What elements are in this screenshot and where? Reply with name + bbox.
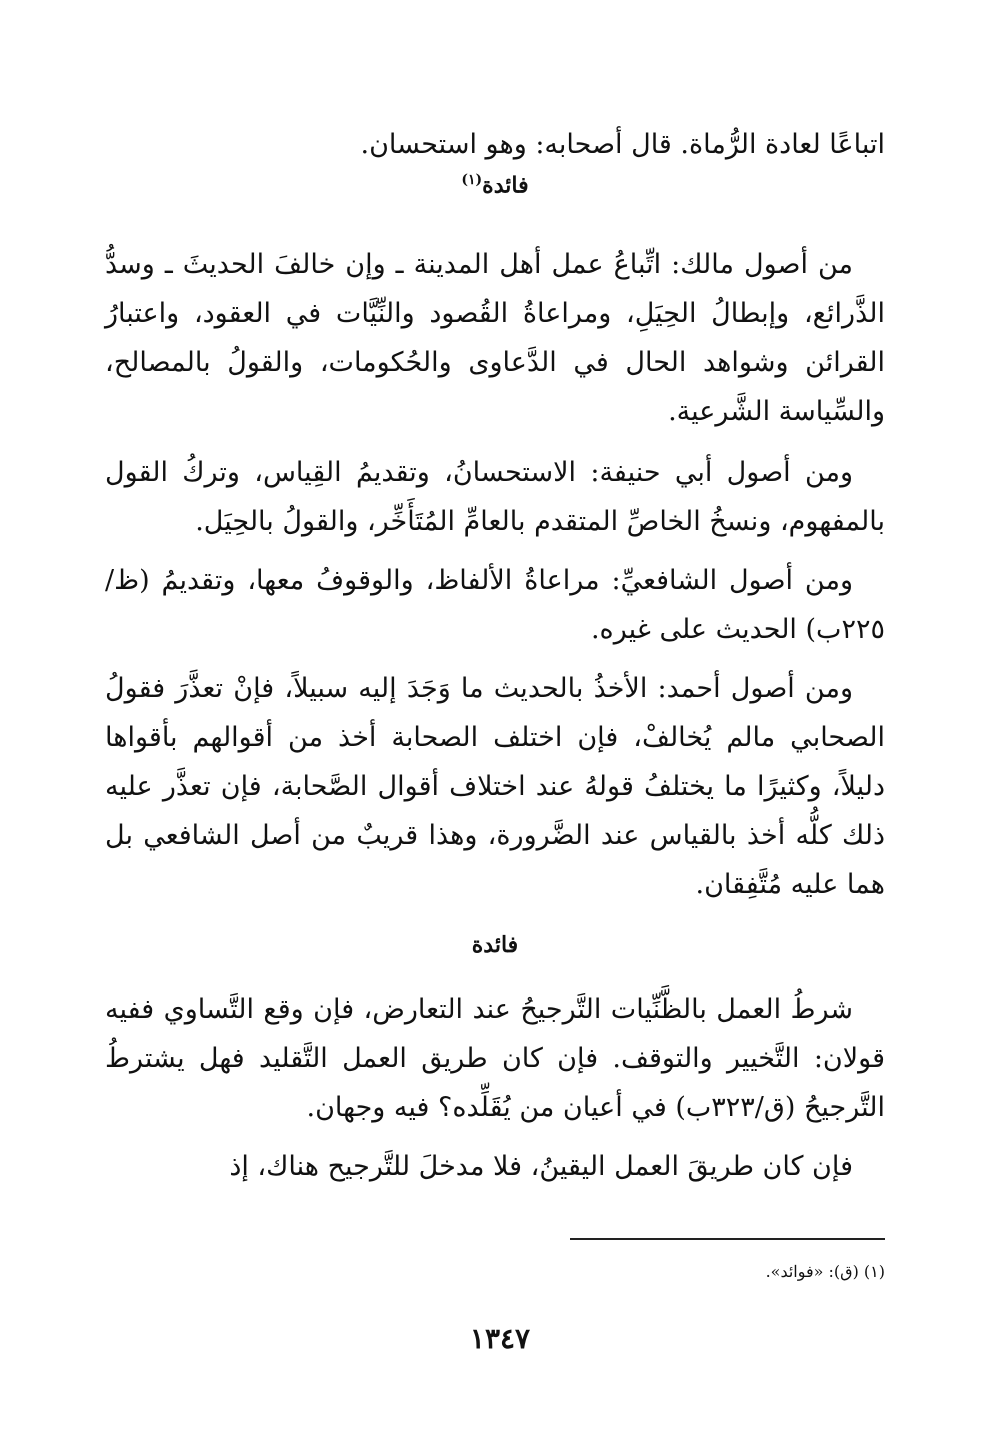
paragraph-malik: من أصول مالك: اتِّباعُ عمل أهل المدينة ـ وإن خالفَ الحديثَ ـ وسدُّ الذَّرائع، وإبطالُ الحِيَلِ، ومراعاةُ القُصود والنِّيَّات في العقود، واعتبارُ القرائن وشواهد الحال في الدَّعاوى والحُكومات، والقولُ بالمصالح، والسِّياسة الشَّرعية. — [105, 249, 885, 427]
paragraph-shafii: ومن أصول الشافعيِّ: مراعاةُ الألفاظ، والوقوفُ معها، وتقديمُ (ظ/٢٢٥ب) الحديث على غيره. — [105, 565, 885, 645]
footnote-divider — [570, 1238, 885, 1240]
footnote-marker: (١) — [461, 172, 483, 188]
heading-text: فائدة — [482, 172, 529, 199]
footnote: (١) (ق): «فوائد». — [765, 1262, 885, 1281]
paragraph-ahmad: ومن أصول أحمد: الأخذُ بالحديث ما وَجَدَ إليه سبيلاً، فإنْ تعذَّرَ فقولُ الصحابي مالم يُخالفْ، فإن اختلف الصحابة أخذ من أقوالهم بأقواها دليلاً، وكثيرًا ما يختلفُ قولهُ عند اختلاف أقوال الصَّحابة، فإن تعذَّر عليه ذلك كلُّه أخذ بالقياس عند الضَّرورة، وهذا قريبٌ من أصل الشافعي بل هما عليه مُتَّفِقان. — [105, 673, 885, 900]
section-heading-faida — [105, 172, 885, 198]
paragraph-yaqin: فإن كان طريقَ العمل اليقينُ، فلا مدخلَ للتَّرجيح هناك، إذ — [229, 1151, 853, 1182]
section-heading-faida-2: فائدة — [471, 932, 519, 958]
page-number: ١٣٤٧ — [469, 1322, 531, 1355]
paragraph-abu-hanifa: ومن أصول أبي حنيفة: الاستحسانُ، وتقديمُ القِياس، وتركُ القول بالمفهوم، ونسخُ الخاصِّ المتقدم بالعامِّ المُتَأَخِّر، والقولُ بالحِيَل. — [105, 457, 885, 537]
paragraph-tarjih: شرطُ العمل بالظَّنِّيات التَّرجيحُ عند التعارض، فإن وقع التَّساوي ففيه قولان: التَّخيير والتوقف. فإن كان طريق العمل التَّقليد فهل يشترطُ التَّرجيحُ (ق/٣٢٣ب) في أعيان من يُقَلِّده؟ فيه وجهان. — [105, 994, 885, 1123]
paragraph-continuation: اتباعًا لعادة الرُّماة. قال أصحابه: وهو استحسان. — [360, 129, 885, 160]
